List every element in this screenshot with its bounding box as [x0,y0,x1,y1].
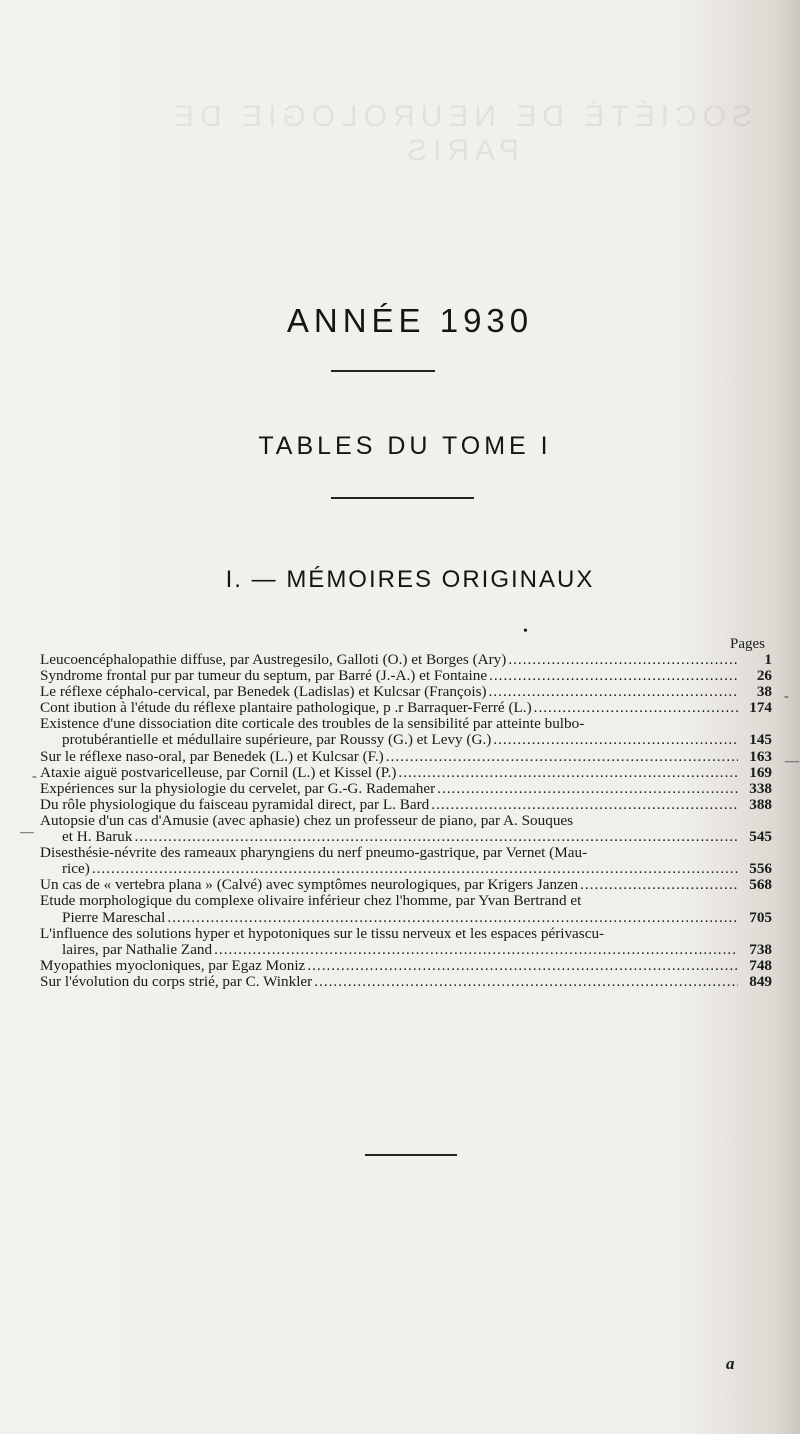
dot-leader [489,684,738,700]
toc-entry [40,893,772,925]
page-number: 338 [749,779,772,797]
toc-entry-text: Sur le réflexe naso-oral, par Benedek (L.) et Kulcsar (F.) [40,748,384,765]
page-number: 748 [749,956,772,974]
margin-dash: - [32,769,37,784]
toc-entry-text: Syndrome frontal pur par tumeur du septum, par Barré (J.-A.) et Fontaine [40,668,488,685]
toc-entry-text: Autopsie d'un cas d'Amusie (avec aphasie) chez un professeur de piano, par A. Souques [40,812,574,829]
page-number: 26 [756,667,772,685]
dot-leader [214,942,738,958]
dot-leader [508,652,738,668]
toc-entry-text: Sur l'évolution du corps strié, par C. Winkler [40,973,313,990]
toc-entry-text: et H. Baruk [62,829,133,846]
toc-entry [40,974,772,990]
divider-rule [365,1154,457,1156]
toc-entry-text: Myopathies myocloniques, par Egaz Moniz [40,957,306,974]
toc-entry-text: laires, par Nathalie Zand [62,941,213,958]
toc-entry-text: Expériences sur la physiologie du cervelet, par G.-G. Rademaher [40,780,436,797]
page-number: 163 [749,747,772,765]
toc-entry-text: Pierre Mareschal [62,909,166,926]
divider-rule [331,497,474,499]
page-number: 169 [749,763,772,781]
toc-entry [40,700,772,716]
dot-leader [398,765,738,781]
toc-entry-text: L'influence des solutions hyper et hypotoniques sur le tissu nerveux et les espaces périvascu- [40,925,605,942]
page-number: 388 [749,795,772,813]
page-number: 545 [749,828,772,846]
dot-leader [314,974,738,990]
dot-leader [134,829,738,845]
toc-entry-text: Existence d'une dissociation dite corticale des troubles de la sensibilité par atteinte bulbo- [40,716,585,733]
dot-leader [167,910,738,926]
toc-entry [40,845,772,877]
page-number: 145 [749,731,772,749]
dot-leader [386,749,738,765]
dot-leader [489,668,738,684]
dot-leader [307,958,738,974]
toc-entry-text: Leucoencéphalopathie diffuse, par Austregesilo, Galloti (O.) et Borges (Ary) [40,652,507,668]
toc-entry [40,877,772,893]
toc-entry [40,684,772,700]
toc-entry [40,813,772,845]
dot-leader [92,861,738,877]
toc-entry [40,797,772,813]
pages-column-header: Pages [730,636,765,652]
dot-leader [437,781,738,797]
section-heading: I. — MÉMOIRES ORIGINAUX [225,566,595,593]
toc-entry-text: Ataxie aiguë postvaricelleuse, par Cornil (L.) et Kissel (P.) [40,764,397,781]
page-number: 738 [749,940,772,958]
toc-entry [40,668,772,684]
page-number: 705 [749,908,772,926]
toc-entry [40,749,772,765]
table-of-contents [40,652,772,990]
year-heading: ANNÉE 1930 [286,302,534,339]
dot-leader [580,877,738,893]
toc-entry-text: Du rôle physiologique du faisceau pyramidal direct, par L. Bard [40,796,430,813]
toc-entry-text: Disesthésie-névrite des rameaux pharyngiens du nerf pneumo-gastrique, par Vernet (Mau- [40,845,588,862]
page-number: 1 [764,651,772,668]
bleed-through-text: SOCIÉTÉ DE NEUROLOGIE DE PARIS [167,100,753,167]
toc-entry-text: Cont ibution à l'étude du réflexe plantaire pathologique, p .r Barraquer-Ferré (L.) [40,700,532,717]
toc-entry-text: Etude morphologique du complexe olivaire inférieur chez l'homme, par Yvan Bertrand et [40,893,582,910]
page-number: 568 [749,876,772,894]
margin-dash: — [785,754,799,769]
toc-entry-text: Un cas de « vertebra plana » (Calvé) avec symptômes neurologiques, par Krigers Janzen [40,877,579,894]
dot-mark: • [523,624,528,639]
toc-entry-text: Le réflexe céphalo-cervical, par Benedek (Ladislas) et Kulcsar (François) [40,684,487,701]
signature-letter: a [726,1354,735,1373]
tables-heading: TABLES DU TOME I [258,432,552,460]
toc-entry [40,652,772,668]
page-number: 849 [749,972,772,990]
page-number: 174 [749,699,772,717]
divider-rule [331,370,435,372]
dot-leader [431,797,738,813]
toc-entry [40,716,772,748]
margin-dash: — [20,825,34,840]
toc-entry [40,781,772,797]
toc-entry-text: protubérantielle et médullaire supérieure, par Roussy (G.) et Levy (G.) [62,732,492,749]
toc-entry [40,765,772,781]
dot-leader [493,732,738,748]
page-number: 556 [749,860,772,878]
dot-leader [534,700,738,716]
toc-entry [40,958,772,974]
margin-dash: - [784,689,789,704]
toc-entry-text: rice) [62,861,90,878]
page-number: 38 [756,683,772,701]
toc-entry [40,926,772,958]
